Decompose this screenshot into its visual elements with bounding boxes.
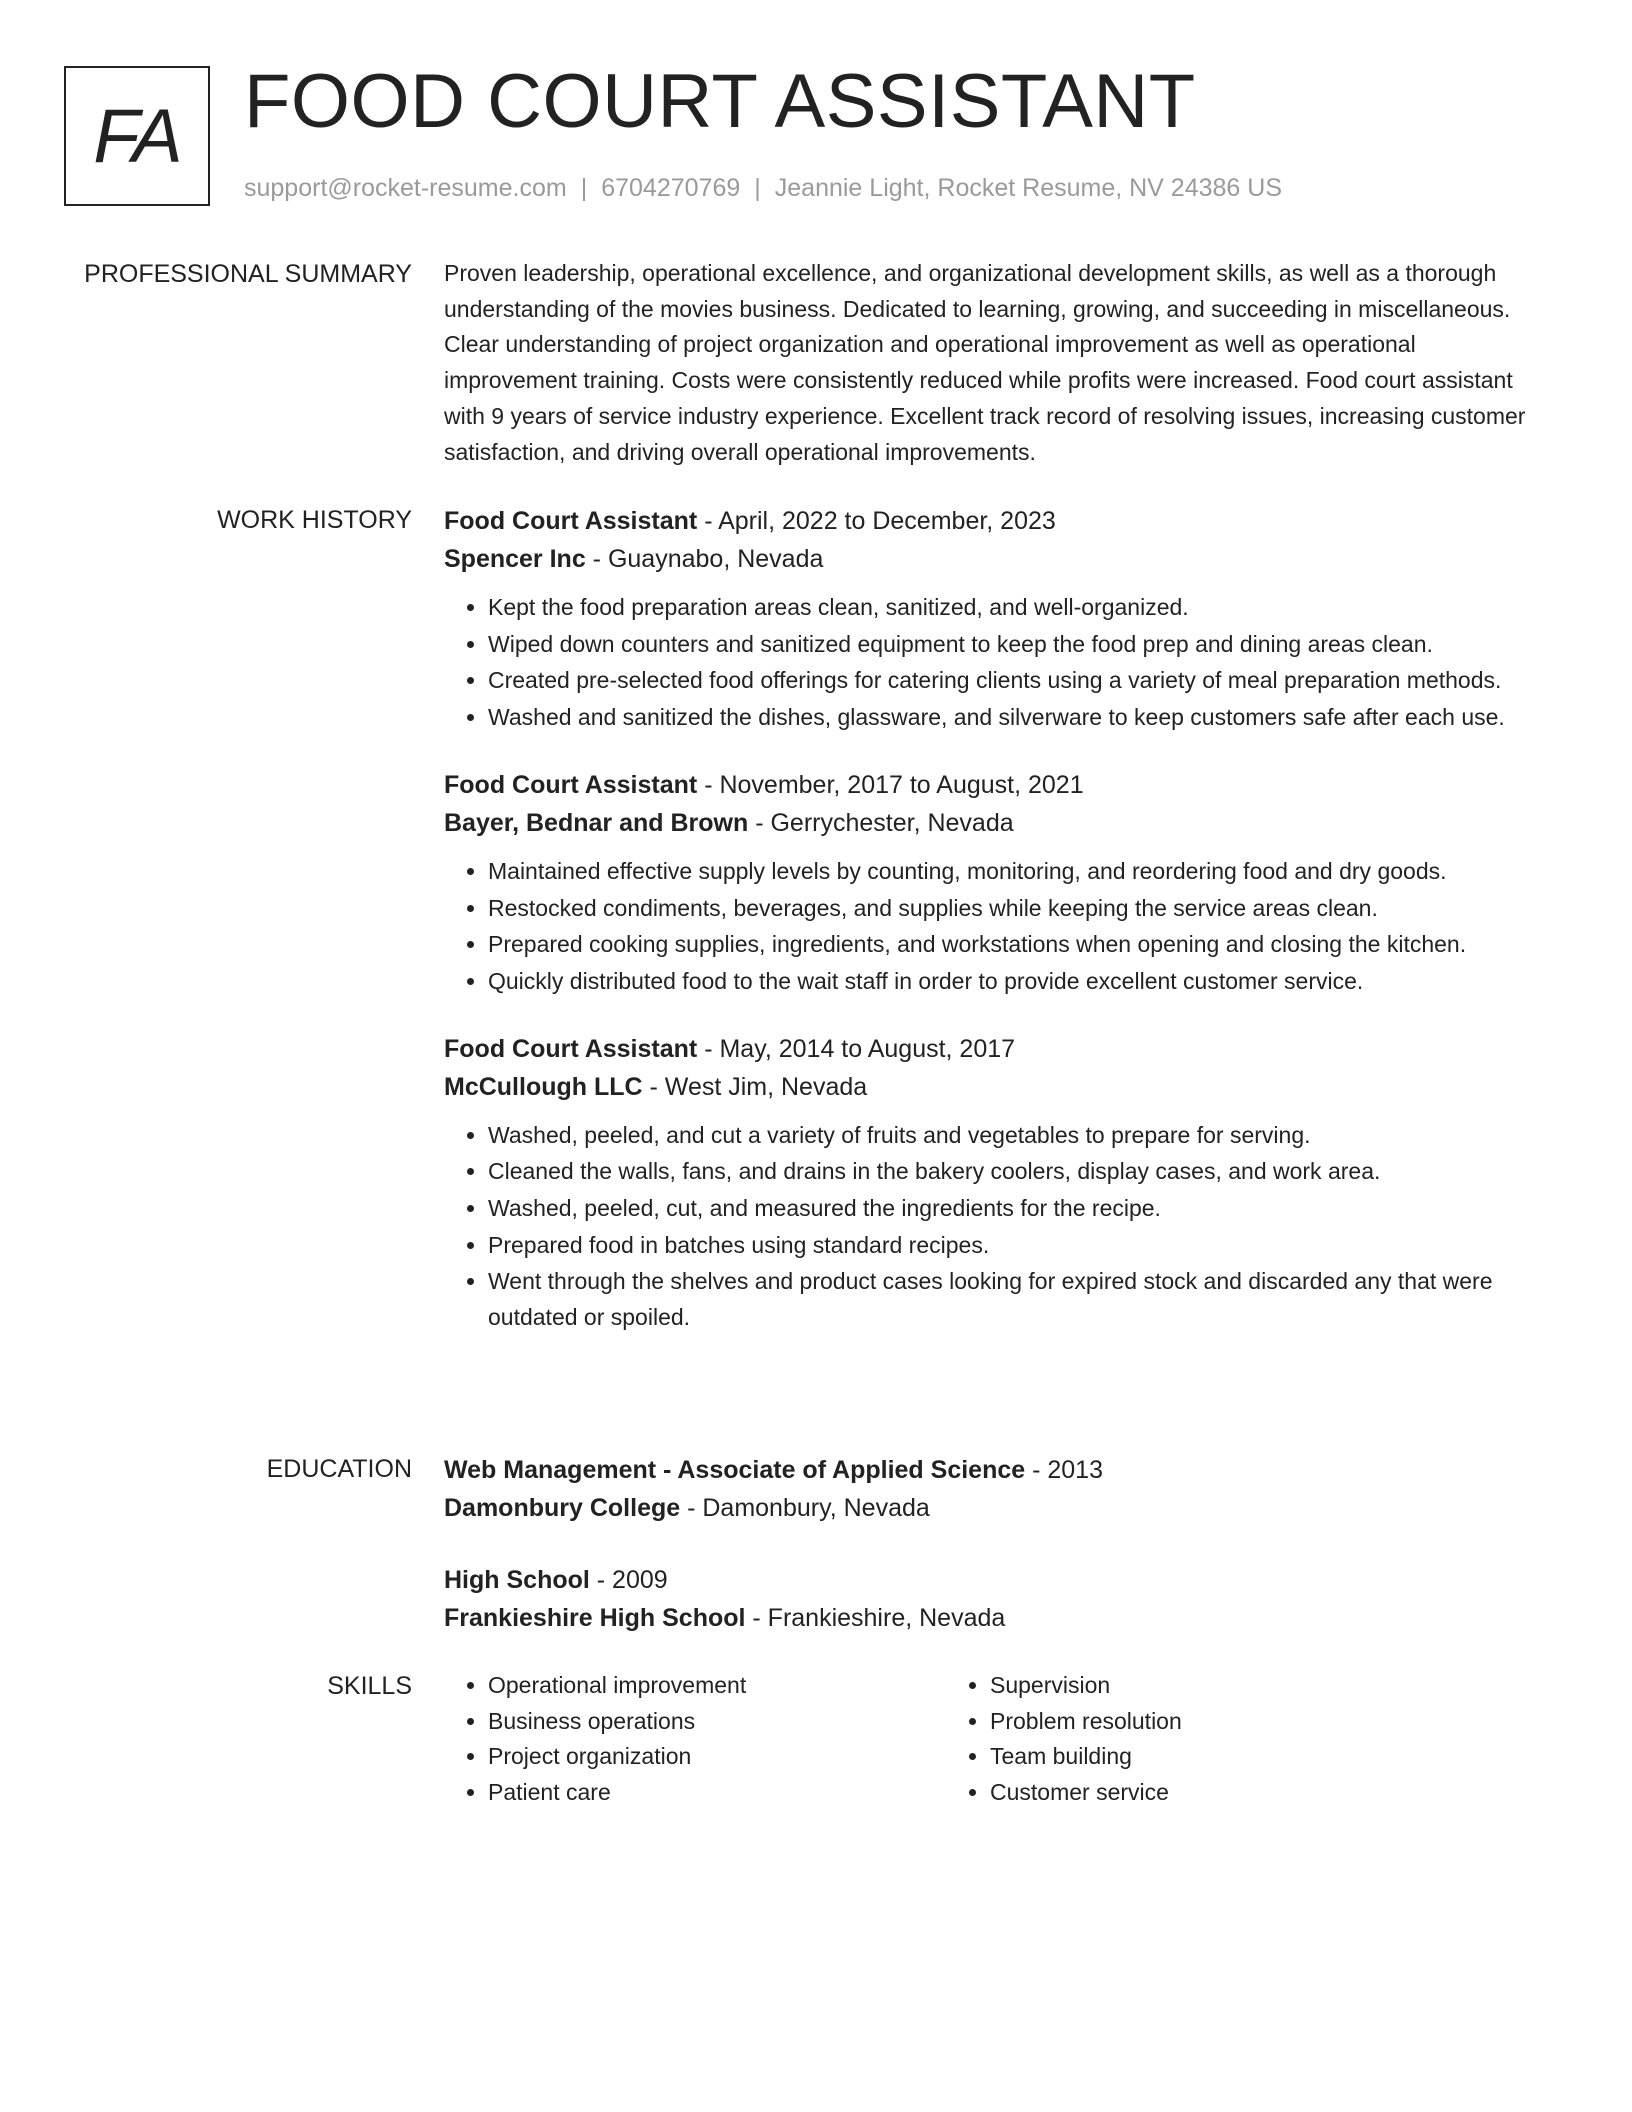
school-line: [444, 1599, 1544, 1637]
monogram-box: [64, 66, 210, 206]
job-entry: [444, 502, 1544, 736]
job-dates: - May, 2014 to August, 2017: [697, 1034, 1016, 1063]
section-label: SKILLS: [327, 1672, 412, 1700]
contact-line: [244, 174, 1282, 203]
degree-year: - 2009: [589, 1566, 668, 1594]
summary-text: Proven leadership, operational excellence, and organizational development skills, as well as a thorough understanding of the movies business. Dedicated to learning, growing, and succeeding in miscellaneous. Clear understanding of project organization and operational improvement as well as operational improvement training. Costs were consistently reduced while profits were increased. Food court assistant with 9 years of service industry experience. Excellent track record of resolving issues, increasing customer satisfaction, and driving overall operational improvements.: [444, 260, 1526, 465]
degree: Web Management - Associate of Applied Science: [444, 1456, 1026, 1484]
job-company: McCullough LLC: [444, 1072, 643, 1101]
job-bullet: • Cleaned the walls, fans, and drains in the bakery coolers, display cases, and work area.: [488, 1154, 1544, 1190]
job-dates: - November, 2017 to August, 2021: [697, 770, 1084, 799]
degree-line: [444, 1561, 1544, 1599]
skill-item: • Project organization: [488, 1739, 946, 1775]
skill-item: • Customer service: [990, 1775, 1448, 1811]
school: Frankieshire High School: [444, 1604, 746, 1632]
job-bullet: • Maintained effective supply levels by counting, monitoring, and reordering food and dry goods.: [488, 854, 1544, 890]
job-bullets: [444, 590, 1544, 736]
job-company-line: [444, 540, 1544, 578]
job-bullet: • Quickly distributed food to the wait staff in order to provide excellent customer service.: [488, 964, 1544, 1000]
section-label: WORK HISTORY: [217, 506, 412, 534]
degree-line: [444, 1451, 1544, 1489]
job-bullets: [444, 1118, 1544, 1336]
job-title: Food Court Assistant: [444, 507, 698, 535]
contact-address: Jeannie Light, Rocket Resume, NV 24386 US: [774, 174, 1282, 202]
degree-year: - 2013: [1025, 1456, 1103, 1484]
job-company-line: [444, 804, 1544, 842]
skill-item: • Problem resolution: [990, 1704, 1448, 1740]
skills-grid: [444, 1668, 1544, 1811]
section-label: PROFESSIONAL SUMMARY: [84, 260, 412, 288]
job-title-line: [444, 1030, 1544, 1068]
contact-email: support@rocket-resume.com: [244, 174, 567, 202]
job-title-line: [444, 502, 1544, 540]
skill-item: • Business operations: [488, 1704, 946, 1740]
job-dates: - April, 2022 to December, 2023: [697, 507, 1056, 535]
school-location: - Frankieshire, Nevada: [745, 1604, 1006, 1632]
school-location: - Damonbury, Nevada: [680, 1494, 930, 1522]
skills-column-right: [946, 1668, 1448, 1811]
skill-item: • Supervision: [990, 1668, 1448, 1704]
job-entry: [444, 766, 1544, 1000]
job-bullet: • Washed, peeled, and cut a variety of fruits and vegetables to prepare for serving.: [488, 1118, 1544, 1154]
skill-item: • Patient care: [488, 1775, 946, 1811]
job-bullet: • Washed and sanitized the dishes, glassware, and silverware to keep customers safe after each use.: [488, 700, 1544, 736]
job-company: Spencer Inc: [444, 545, 586, 573]
skill-item: • Team building: [990, 1739, 1448, 1775]
job-title: Food Court Assistant: [444, 770, 698, 799]
job-entry: [444, 1030, 1544, 1336]
school: Damonbury College: [444, 1494, 681, 1522]
job-bullet: • Prepared food in batches using standard recipes.: [488, 1228, 1544, 1264]
skills-column-left: [444, 1668, 946, 1811]
section-label: EDUCATION: [266, 1455, 412, 1483]
job-bullets: [444, 854, 1544, 1000]
job-bullet: • Kept the food preparation areas clean, sanitized, and well-organized.: [488, 590, 1544, 626]
job-bullet: • Created pre-selected food offerings for catering clients using a variety of meal preparation methods.: [488, 663, 1544, 699]
job-location: - Guaynabo, Nevada: [585, 545, 824, 573]
job-location: - Gerrychester, Nevada: [748, 808, 1014, 837]
contact-separator: |: [754, 174, 761, 202]
education-entry: [444, 1561, 1544, 1637]
school-line: [444, 1489, 1544, 1527]
degree: High School: [444, 1566, 590, 1594]
job-bullet: • Wiped down counters and sanitized equipment to keep the food prep and dining areas clean.: [488, 627, 1544, 663]
contact-phone: 6704270769: [601, 174, 741, 202]
job-company: Bayer, Bednar and Brown: [444, 808, 749, 837]
monogram-initials: FA: [93, 93, 181, 179]
job-bullet: • Washed, peeled, cut, and measured the ingredients for the recipe.: [488, 1191, 1544, 1227]
job-title: Food Court Assistant: [444, 1034, 698, 1063]
job-location: - West Jim, Nevada: [642, 1072, 868, 1101]
contact-separator: |: [580, 174, 588, 202]
job-title-line: [444, 766, 1544, 804]
job-bullet: • Went through the shelves and product cases looking for expired stock and discarded any that were outdated or spoiled.: [488, 1264, 1544, 1335]
job-bullet: • Prepared cooking supplies, ingredients, and workstations when opening and closing the kitchen.: [488, 927, 1544, 963]
education-entry: [444, 1451, 1544, 1527]
resume-title: FOOD COURT ASSISTANT: [244, 59, 1196, 144]
skill-item: • Operational improvement: [488, 1668, 946, 1704]
job-company-line: [444, 1068, 1544, 1106]
job-bullet: • Restocked condiments, beverages, and supplies while keeping the service areas clean.: [488, 891, 1544, 927]
